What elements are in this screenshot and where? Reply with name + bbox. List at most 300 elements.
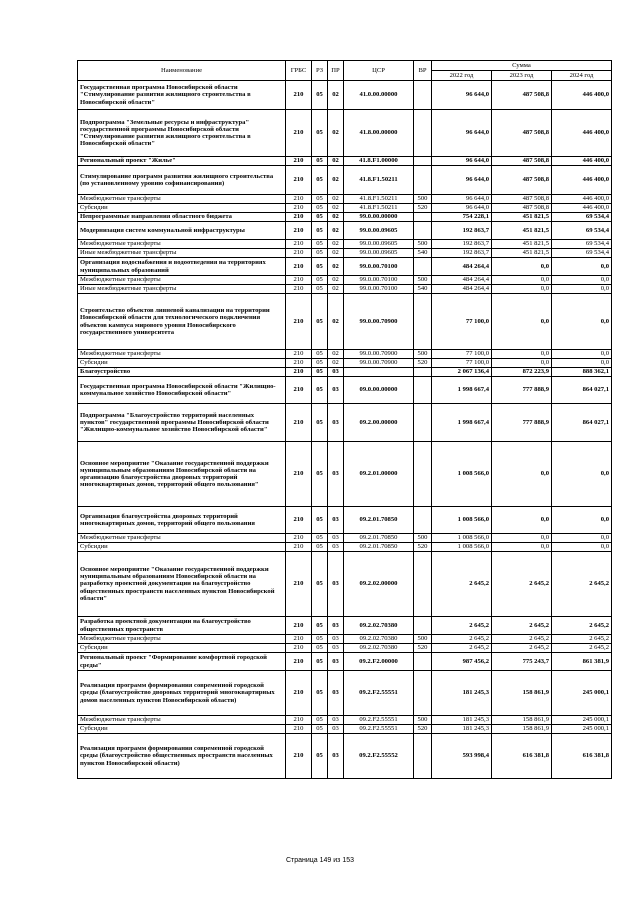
row-2022-cell: 484 264,4 <box>432 285 492 294</box>
row-name-cell: Основное мероприятие "Оказание государственной поддержки муниципальным образованиям Новосибирской области на организацию благоустройства дворовых территорий многоквартирных домов, территорий общего пользования" <box>78 442 286 507</box>
table-row <box>78 294 612 350</box>
row-2023-cell: 487 508,8 <box>492 195 552 204</box>
row-name-cell: Субсидии <box>78 543 286 552</box>
table-row <box>78 543 612 552</box>
row-name-cell: Разработка проектной документации на благоустройство общественных пространств <box>78 617 286 635</box>
row-rz-cell: 05 <box>312 635 328 644</box>
row-grbs-cell: 210 <box>286 249 312 258</box>
row-rz-cell: 05 <box>312 157 328 166</box>
row-vr-cell <box>414 110 432 157</box>
row-2022-cell: 1 998 667,4 <box>432 404 492 442</box>
row-vr-cell: 540 <box>414 285 432 294</box>
row-name-cell: Строительство объектов ливневой канализации на территории Новосибирской области для технологического подключения объектов кампуса мирового уровня Новосибирского государственного университета <box>78 294 286 350</box>
budget-table <box>77 60 612 779</box>
row-2023-cell: 616 381,8 <box>492 734 552 779</box>
row-name-cell: Благоустройство <box>78 368 286 377</box>
row-2024-cell: 888 362,1 <box>552 368 612 377</box>
row-rz-cell: 05 <box>312 653 328 671</box>
row-name-cell: Межбюджетные трансферты <box>78 240 286 249</box>
row-vr-cell: 500 <box>414 635 432 644</box>
row-2023-cell: 777 888,9 <box>492 404 552 442</box>
row-rz-cell: 05 <box>312 716 328 725</box>
table-body <box>78 81 612 779</box>
row-2024-cell: 0,0 <box>552 276 612 285</box>
row-csr-cell: 09.2.02.70380 <box>344 644 414 653</box>
row-rz-cell: 05 <box>312 258 328 276</box>
row-csr-cell: 41.8.F1.50211 <box>344 204 414 213</box>
row-2022-cell: 181 245,3 <box>432 725 492 734</box>
row-grbs-cell: 210 <box>286 285 312 294</box>
row-name-cell: Межбюджетные трансферты <box>78 534 286 543</box>
row-pr-cell: 02 <box>328 157 344 166</box>
row-pr-cell: 03 <box>328 653 344 671</box>
row-2024-cell: 0,0 <box>552 543 612 552</box>
row-pr-cell: 02 <box>328 81 344 110</box>
row-pr-cell: 03 <box>328 552 344 617</box>
row-rz-cell: 05 <box>312 166 328 195</box>
row-2024-cell: 0,0 <box>552 442 612 507</box>
row-2024-cell: 446 400,0 <box>552 166 612 195</box>
row-pr-cell: 03 <box>328 377 344 404</box>
row-2024-cell: 2 645,2 <box>552 635 612 644</box>
row-grbs-cell: 210 <box>286 404 312 442</box>
row-rz-cell: 05 <box>312 368 328 377</box>
row-2023-cell: 0,0 <box>492 359 552 368</box>
row-2022-cell: 593 998,4 <box>432 734 492 779</box>
row-2022-cell: 181 245,3 <box>432 716 492 725</box>
table-row <box>78 442 612 507</box>
row-2024-cell: 0,0 <box>552 534 612 543</box>
row-pr-cell: 02 <box>328 350 344 359</box>
row-pr-cell: 02 <box>328 222 344 240</box>
row-2022-cell: 96 644,0 <box>432 204 492 213</box>
row-2023-cell: 0,0 <box>492 294 552 350</box>
row-2024-cell: 0,0 <box>552 507 612 534</box>
row-csr-cell <box>344 368 414 377</box>
row-name-cell: Межбюджетные трансферты <box>78 716 286 725</box>
row-name-cell: Подпрограмма "Благоустройство территорий населенных пунктов" государственной программы Новосибирской области "Жилищно-коммунальное хозяйство Новосибирской области" <box>78 404 286 442</box>
row-csr-cell: 41.8.F1.00000 <box>344 157 414 166</box>
row-2024-cell: 245 000,1 <box>552 716 612 725</box>
budget-table-container <box>77 60 611 779</box>
row-rz-cell: 05 <box>312 644 328 653</box>
row-rz-cell: 05 <box>312 734 328 779</box>
row-csr-cell: 09.2.02.70380 <box>344 617 414 635</box>
header-vr: ВР <box>414 61 432 81</box>
row-pr-cell: 03 <box>328 404 344 442</box>
row-csr-cell: 99.0.00.70900 <box>344 359 414 368</box>
header-csr: ЦСР <box>344 61 414 81</box>
row-vr-cell <box>414 734 432 779</box>
row-2024-cell: 446 400,0 <box>552 195 612 204</box>
row-grbs-cell: 210 <box>286 377 312 404</box>
row-vr-cell <box>414 81 432 110</box>
table-row <box>78 195 612 204</box>
row-2024-cell: 2 645,2 <box>552 617 612 635</box>
row-pr-cell: 03 <box>328 543 344 552</box>
header-year-2024: 2024 год <box>552 71 612 81</box>
row-2022-cell: 1 008 566,0 <box>432 507 492 534</box>
row-rz-cell: 05 <box>312 725 328 734</box>
row-grbs-cell: 210 <box>286 534 312 543</box>
row-2023-cell: 2 645,2 <box>492 635 552 644</box>
row-2023-cell: 777 888,9 <box>492 377 552 404</box>
row-grbs-cell: 210 <box>286 222 312 240</box>
row-2022-cell: 2 645,2 <box>432 635 492 644</box>
row-2024-cell: 446 400,0 <box>552 204 612 213</box>
row-csr-cell: 41.8.F1.50211 <box>344 195 414 204</box>
row-vr-cell <box>414 442 432 507</box>
row-2023-cell: 487 508,8 <box>492 157 552 166</box>
table-row <box>78 240 612 249</box>
row-vr-cell <box>414 617 432 635</box>
row-2023-cell: 775 243,7 <box>492 653 552 671</box>
row-2024-cell: 446 400,0 <box>552 81 612 110</box>
row-rz-cell: 05 <box>312 285 328 294</box>
row-vr-cell: 520 <box>414 359 432 368</box>
row-2022-cell: 484 264,4 <box>432 258 492 276</box>
row-name-cell: Стимулирование программ развития жилищного строительства (по установленному уровню софинансирования) <box>78 166 286 195</box>
row-2023-cell: 487 508,8 <box>492 204 552 213</box>
row-grbs-cell: 210 <box>286 359 312 368</box>
row-grbs-cell: 210 <box>286 543 312 552</box>
row-grbs-cell: 210 <box>286 671 312 716</box>
row-name-cell: Модернизация систем коммунальной инфраструктуры <box>78 222 286 240</box>
table-row <box>78 617 612 635</box>
table-row <box>78 222 612 240</box>
row-grbs-cell: 210 <box>286 653 312 671</box>
row-2023-cell: 2 645,2 <box>492 617 552 635</box>
table-row <box>78 166 612 195</box>
row-2023-cell: 487 508,8 <box>492 81 552 110</box>
row-vr-cell <box>414 404 432 442</box>
row-2022-cell: 181 245,3 <box>432 671 492 716</box>
row-grbs-cell: 210 <box>286 81 312 110</box>
row-pr-cell: 03 <box>328 442 344 507</box>
row-name-cell: Иные межбюджетные трансферты <box>78 249 286 258</box>
row-csr-cell: 09.2.01.70850 <box>344 543 414 552</box>
row-rz-cell: 05 <box>312 442 328 507</box>
table-row <box>78 644 612 653</box>
row-name-cell: Основное мероприятие "Оказание государственной поддержки муниципальным образованиям Новосибирской области на разработку проектной документации на благоустройство общественных пространств населенных пунктов Новосибирской области" <box>78 552 286 617</box>
row-2023-cell: 0,0 <box>492 442 552 507</box>
row-rz-cell: 05 <box>312 276 328 285</box>
row-vr-cell <box>414 671 432 716</box>
row-grbs-cell: 210 <box>286 258 312 276</box>
row-2022-cell: 2 645,2 <box>432 617 492 635</box>
row-pr-cell: 03 <box>328 507 344 534</box>
row-2024-cell: 0,0 <box>552 258 612 276</box>
row-name-cell: Межбюджетные трансферты <box>78 635 286 644</box>
row-2023-cell: 0,0 <box>492 276 552 285</box>
row-csr-cell: 99.0.00.09605 <box>344 222 414 240</box>
row-2023-cell: 487 508,8 <box>492 110 552 157</box>
row-csr-cell: 09.2.F2.55551 <box>344 671 414 716</box>
row-vr-cell <box>414 157 432 166</box>
row-pr-cell: 03 <box>328 725 344 734</box>
row-name-cell: Государственная программа Новосибирской области "Жилищно-коммунальное хозяйство Новосибирской области" <box>78 377 286 404</box>
row-name-cell: Подпрограмма "Земельные ресурсы и инфраструктура" государственной программы Новосибирской области "Стимулирование развития жилищного строительства в Новосибирской области" <box>78 110 286 157</box>
row-rz-cell: 05 <box>312 552 328 617</box>
table-row <box>78 213 612 222</box>
row-grbs-cell: 210 <box>286 294 312 350</box>
row-2022-cell: 192 863,7 <box>432 240 492 249</box>
row-csr-cell: 99.0.00.09605 <box>344 240 414 249</box>
row-grbs-cell: 210 <box>286 442 312 507</box>
header-year-2022: 2022 год <box>432 71 492 81</box>
row-csr-cell: 99.0.00.70100 <box>344 276 414 285</box>
table-row <box>78 350 612 359</box>
row-grbs-cell: 210 <box>286 368 312 377</box>
row-2022-cell: 987 456,2 <box>432 653 492 671</box>
row-2024-cell: 69 534,4 <box>552 240 612 249</box>
table-row <box>78 249 612 258</box>
row-2022-cell: 1 008 566,0 <box>432 534 492 543</box>
row-grbs-cell: 210 <box>286 276 312 285</box>
row-name-cell: Реализация программ формирования современной городской среды (благоустройство дворовых территорий многоквартирных домов населенных пунктов Новосибирской области) <box>78 671 286 716</box>
row-name-cell: Региональный проект "Жилье" <box>78 157 286 166</box>
row-pr-cell: 02 <box>328 249 344 258</box>
row-vr-cell <box>414 377 432 404</box>
row-pr-cell: 02 <box>328 213 344 222</box>
row-2023-cell: 0,0 <box>492 543 552 552</box>
row-name-cell: Организация водоснабжения и водоотведения на территориях муниципальных образований <box>78 258 286 276</box>
row-2024-cell: 0,0 <box>552 350 612 359</box>
row-vr-cell: 540 <box>414 249 432 258</box>
row-2022-cell: 96 644,0 <box>432 195 492 204</box>
row-csr-cell: 09.2.00.00000 <box>344 404 414 442</box>
row-2023-cell: 451 821,5 <box>492 222 552 240</box>
row-grbs-cell: 210 <box>286 644 312 653</box>
row-pr-cell: 02 <box>328 195 344 204</box>
table-row <box>78 725 612 734</box>
row-2022-cell: 96 644,0 <box>432 166 492 195</box>
row-2024-cell: 245 000,1 <box>552 725 612 734</box>
row-grbs-cell: 210 <box>286 213 312 222</box>
row-grbs-cell: 210 <box>286 195 312 204</box>
row-rz-cell: 05 <box>312 359 328 368</box>
row-2022-cell: 96 644,0 <box>432 110 492 157</box>
row-name-cell: Субсидии <box>78 644 286 653</box>
row-csr-cell: 09.2.F2.00000 <box>344 653 414 671</box>
row-name-cell: Иные межбюджетные трансферты <box>78 285 286 294</box>
row-csr-cell: 09.2.01.00000 <box>344 442 414 507</box>
row-2022-cell: 192 863,7 <box>432 222 492 240</box>
table-row <box>78 734 612 779</box>
table-row <box>78 716 612 725</box>
row-2023-cell: 451 821,5 <box>492 249 552 258</box>
row-rz-cell: 05 <box>312 110 328 157</box>
row-2024-cell: 0,0 <box>552 359 612 368</box>
row-name-cell: Субсидии <box>78 359 286 368</box>
row-vr-cell: 520 <box>414 543 432 552</box>
row-2023-cell: 0,0 <box>492 258 552 276</box>
row-2024-cell: 861 381,9 <box>552 653 612 671</box>
row-name-cell: Межбюджетные трансферты <box>78 350 286 359</box>
row-csr-cell: 99.0.00.70100 <box>344 258 414 276</box>
table-row <box>78 507 612 534</box>
row-vr-cell <box>414 294 432 350</box>
page-footer: Страница 149 из 153 <box>285 857 355 864</box>
row-pr-cell: 02 <box>328 359 344 368</box>
row-rz-cell: 05 <box>312 543 328 552</box>
table-row <box>78 552 612 617</box>
row-2022-cell: 1 008 566,0 <box>432 442 492 507</box>
row-rz-cell: 05 <box>312 507 328 534</box>
row-csr-cell: 41.0.00.00000 <box>344 81 414 110</box>
row-rz-cell: 05 <box>312 222 328 240</box>
row-pr-cell: 02 <box>328 294 344 350</box>
row-csr-cell: 09.2.01.70850 <box>344 507 414 534</box>
table-row <box>78 404 612 442</box>
row-name-cell: Субсидии <box>78 725 286 734</box>
row-csr-cell: 09.2.01.70850 <box>344 534 414 543</box>
row-2022-cell: 2 645,2 <box>432 552 492 617</box>
row-vr-cell: 500 <box>414 240 432 249</box>
row-grbs-cell: 210 <box>286 617 312 635</box>
row-2023-cell: 0,0 <box>492 285 552 294</box>
row-vr-cell <box>414 368 432 377</box>
row-2024-cell: 864 027,1 <box>552 404 612 442</box>
table-row <box>78 368 612 377</box>
row-csr-cell: 09.0.00.00000 <box>344 377 414 404</box>
row-vr-cell: 520 <box>414 644 432 653</box>
row-2022-cell: 754 228,1 <box>432 213 492 222</box>
table-row <box>78 285 612 294</box>
row-2023-cell: 0,0 <box>492 534 552 543</box>
row-2022-cell: 1 998 667,4 <box>432 377 492 404</box>
row-grbs-cell: 210 <box>286 240 312 249</box>
row-rz-cell: 05 <box>312 671 328 716</box>
table-row <box>78 377 612 404</box>
row-2023-cell: 487 508,8 <box>492 166 552 195</box>
row-csr-cell: 09.2.02.00000 <box>344 552 414 617</box>
row-grbs-cell: 210 <box>286 716 312 725</box>
row-rz-cell: 05 <box>312 240 328 249</box>
row-grbs-cell: 210 <box>286 166 312 195</box>
row-2024-cell: 69 534,4 <box>552 249 612 258</box>
row-vr-cell <box>414 507 432 534</box>
row-rz-cell: 05 <box>312 617 328 635</box>
table-row <box>78 635 612 644</box>
row-pr-cell: 03 <box>328 368 344 377</box>
table-row <box>78 81 612 110</box>
row-2022-cell: 96 644,0 <box>432 81 492 110</box>
row-2023-cell: 0,0 <box>492 350 552 359</box>
row-pr-cell: 02 <box>328 240 344 249</box>
row-2023-cell: 451 821,5 <box>492 240 552 249</box>
header-pr: ПР <box>328 61 344 81</box>
row-2023-cell: 158 861,9 <box>492 716 552 725</box>
row-pr-cell: 03 <box>328 671 344 716</box>
row-vr-cell: 520 <box>414 204 432 213</box>
row-2023-cell: 2 645,2 <box>492 552 552 617</box>
row-vr-cell: 500 <box>414 276 432 285</box>
row-pr-cell: 03 <box>328 617 344 635</box>
row-pr-cell: 03 <box>328 716 344 725</box>
table-row <box>78 204 612 213</box>
row-name-cell: Реализация программ формирования современной городской среды (благоустройство общественных пространств населенных пунктов Новосибирской области) <box>78 734 286 779</box>
header-name: Наименование <box>78 61 286 81</box>
table-row <box>78 110 612 157</box>
row-rz-cell: 05 <box>312 204 328 213</box>
row-2024-cell: 2 645,2 <box>552 552 612 617</box>
row-name-cell: Межбюджетные трансферты <box>78 276 286 285</box>
row-2022-cell: 1 008 566,0 <box>432 543 492 552</box>
row-rz-cell: 05 <box>312 534 328 543</box>
row-pr-cell: 02 <box>328 276 344 285</box>
row-csr-cell: 41.8.F1.50211 <box>344 166 414 195</box>
row-2023-cell: 872 223,9 <box>492 368 552 377</box>
row-name-cell: Региональный проект "Формирование комфортной городской среды" <box>78 653 286 671</box>
row-rz-cell: 05 <box>312 350 328 359</box>
row-pr-cell: 02 <box>328 204 344 213</box>
row-csr-cell: 99.0.00.00000 <box>344 213 414 222</box>
row-vr-cell: 500 <box>414 195 432 204</box>
row-vr-cell <box>414 258 432 276</box>
table-row <box>78 671 612 716</box>
row-csr-cell: 99.0.00.70900 <box>344 350 414 359</box>
row-grbs-cell: 210 <box>286 635 312 644</box>
row-csr-cell: 09.2.F2.55551 <box>344 725 414 734</box>
table-row <box>78 359 612 368</box>
row-csr-cell: 09.2.02.70380 <box>344 635 414 644</box>
row-2024-cell: 69 534,4 <box>552 222 612 240</box>
row-pr-cell: 02 <box>328 166 344 195</box>
row-2023-cell: 158 861,9 <box>492 725 552 734</box>
row-vr-cell <box>414 166 432 195</box>
row-2022-cell: 77 100,0 <box>432 359 492 368</box>
row-pr-cell: 03 <box>328 644 344 653</box>
row-2024-cell: 0,0 <box>552 285 612 294</box>
row-2024-cell: 616 381,8 <box>552 734 612 779</box>
header-grbs: ГРБС <box>286 61 312 81</box>
row-2022-cell: 192 863,7 <box>432 249 492 258</box>
row-name-cell: Субсидии <box>78 204 286 213</box>
row-rz-cell: 05 <box>312 213 328 222</box>
row-pr-cell: 02 <box>328 258 344 276</box>
row-csr-cell: 99.0.00.70900 <box>344 294 414 350</box>
row-rz-cell: 05 <box>312 294 328 350</box>
row-vr-cell <box>414 653 432 671</box>
row-2024-cell: 446 400,0 <box>552 110 612 157</box>
row-pr-cell: 02 <box>328 110 344 157</box>
row-csr-cell: 41.8.00.00000 <box>344 110 414 157</box>
row-pr-cell: 03 <box>328 734 344 779</box>
row-name-cell: Организация благоустройства дворовых территорий многоквартирных домов, территорий общего пользования <box>78 507 286 534</box>
row-2023-cell: 2 645,2 <box>492 644 552 653</box>
header-year-2023: 2023 год <box>492 71 552 81</box>
row-vr-cell <box>414 222 432 240</box>
row-csr-cell: 99.0.00.09605 <box>344 249 414 258</box>
row-2024-cell: 245 000,1 <box>552 671 612 716</box>
row-name-cell: Межбюджетные трансферты <box>78 195 286 204</box>
row-grbs-cell: 210 <box>286 507 312 534</box>
row-pr-cell: 03 <box>328 534 344 543</box>
row-2023-cell: 0,0 <box>492 507 552 534</box>
row-rz-cell: 05 <box>312 195 328 204</box>
row-2024-cell: 446 400,0 <box>552 157 612 166</box>
row-csr-cell: 99.0.00.70100 <box>344 285 414 294</box>
row-grbs-cell: 210 <box>286 734 312 779</box>
row-2022-cell: 2 067 136,4 <box>432 368 492 377</box>
row-2023-cell: 451 821,5 <box>492 213 552 222</box>
table-header <box>78 61 612 81</box>
table-row <box>78 276 612 285</box>
row-rz-cell: 05 <box>312 249 328 258</box>
row-csr-cell: 09.2.F2.55552 <box>344 734 414 779</box>
row-grbs-cell: 210 <box>286 110 312 157</box>
